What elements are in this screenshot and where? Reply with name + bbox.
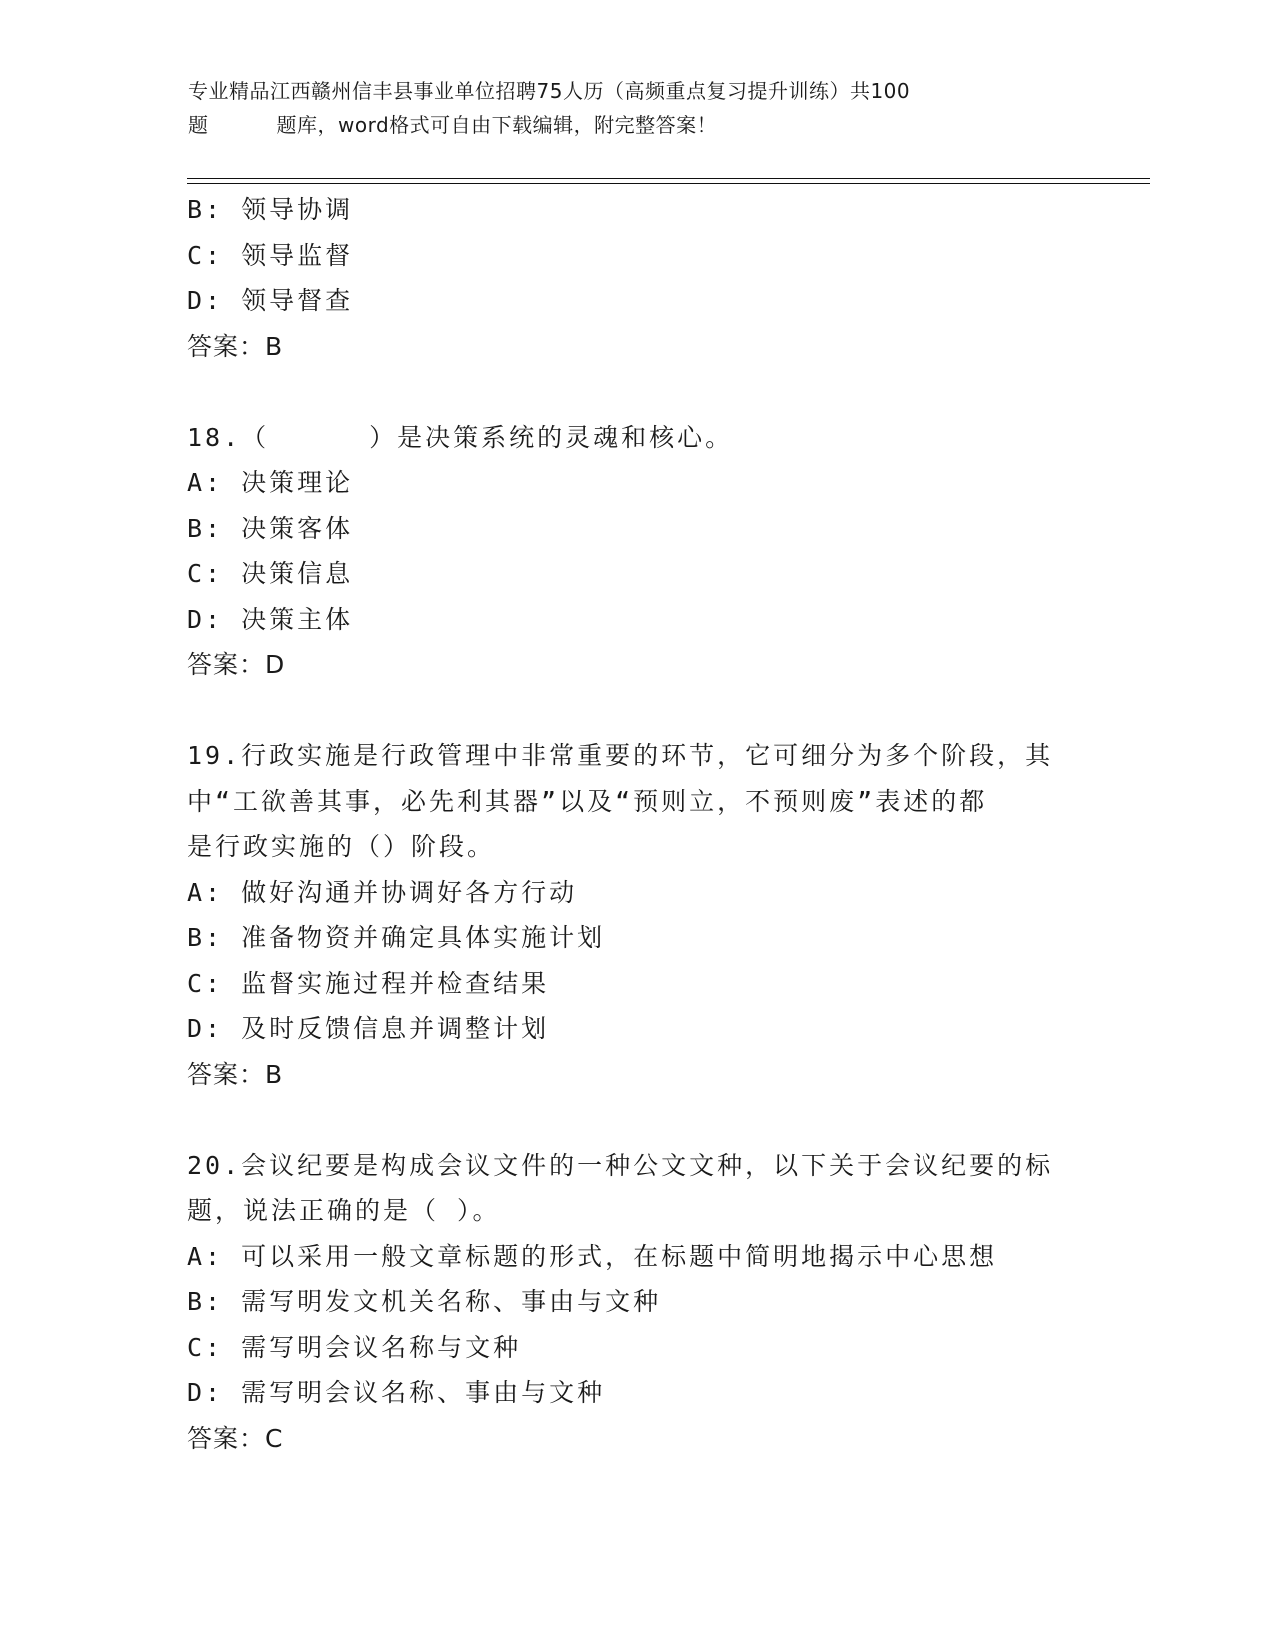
answer-text: 答案：D (187, 650, 286, 679)
option-a: A: 决策理论 (187, 468, 354, 497)
question-stem-line: 20.会议纪要是构成会议文件的一种公文文种，以下关于会议纪要的标 (187, 1150, 1054, 1180)
option-b: B: 准备物资并确定具体实施计划 (187, 923, 606, 952)
header-divider-bottom (187, 183, 1150, 184)
header-title-fragment: 题 (188, 113, 209, 137)
option-a: A: 可以采用一般文章标题的形式，在标题中简明地揭示中心思想 (187, 1241, 998, 1271)
question-content (187, 187, 1087, 1461)
question-18 (187, 415, 1087, 688)
header-title-line-2 (188, 108, 1088, 142)
question-20 (187, 1143, 1087, 1462)
question-stem-end: ）是决策系统的灵魂和核心。 (369, 422, 734, 452)
option-c: C: 决策信息 (187, 559, 354, 588)
question-stem-line: 19.行政实施是行政管理中非常重要的环节，它可细分为多个阶段，其 (187, 741, 1054, 770)
answer-text: 答案：C (187, 1423, 284, 1453)
header-divider-top (187, 178, 1150, 179)
option-a: A: 做好沟通并协调好各方行动 (187, 877, 578, 907)
option-b: B: 决策客体 (187, 513, 354, 543)
question-stem-line: 是行政实施的（）阶段。 (187, 832, 496, 861)
option-c: C: 监督实施过程并检查结果 (187, 968, 550, 998)
option-d: D: 需写明会议名称、事由与文种 (187, 1378, 606, 1407)
question-stem (187, 415, 1087, 461)
question-stem-line: 题，说法正确的是（ ）。 (187, 1196, 501, 1225)
option-c: C: 领导监督 (187, 240, 354, 270)
option-d: D: 及时反馈信息并调整计划 (187, 1014, 550, 1043)
option-c: C: 需写明会议名称与文种 (187, 1332, 522, 1362)
question-stem-start: 18.（ (187, 422, 270, 452)
option-b: B: 领导协调 (187, 195, 354, 224)
question-19 (187, 733, 1087, 1097)
header-title-line-1: 专业精品江西赣州信丰县事业单位招聘75人历（高频重点复习提升训练）共100 (188, 79, 911, 103)
page-header (188, 74, 1088, 142)
option-b: B: 需写明发文机关名称、事由与文种 (187, 1287, 662, 1316)
question-17-tail (187, 187, 1087, 369)
answer-text: 答案：B (187, 331, 284, 361)
answer-text: 答案：B (187, 1059, 284, 1089)
question-stem-line: 中“工欲善其事，必先利其器”以及“预则立，不预则废”表述的都 (187, 786, 988, 816)
option-d: D: 领导督查 (187, 286, 354, 315)
header-subtitle: 题库，word格式可自由下载编辑，附完整答案！ (276, 113, 718, 137)
option-d: D: 决策主体 (187, 604, 354, 634)
